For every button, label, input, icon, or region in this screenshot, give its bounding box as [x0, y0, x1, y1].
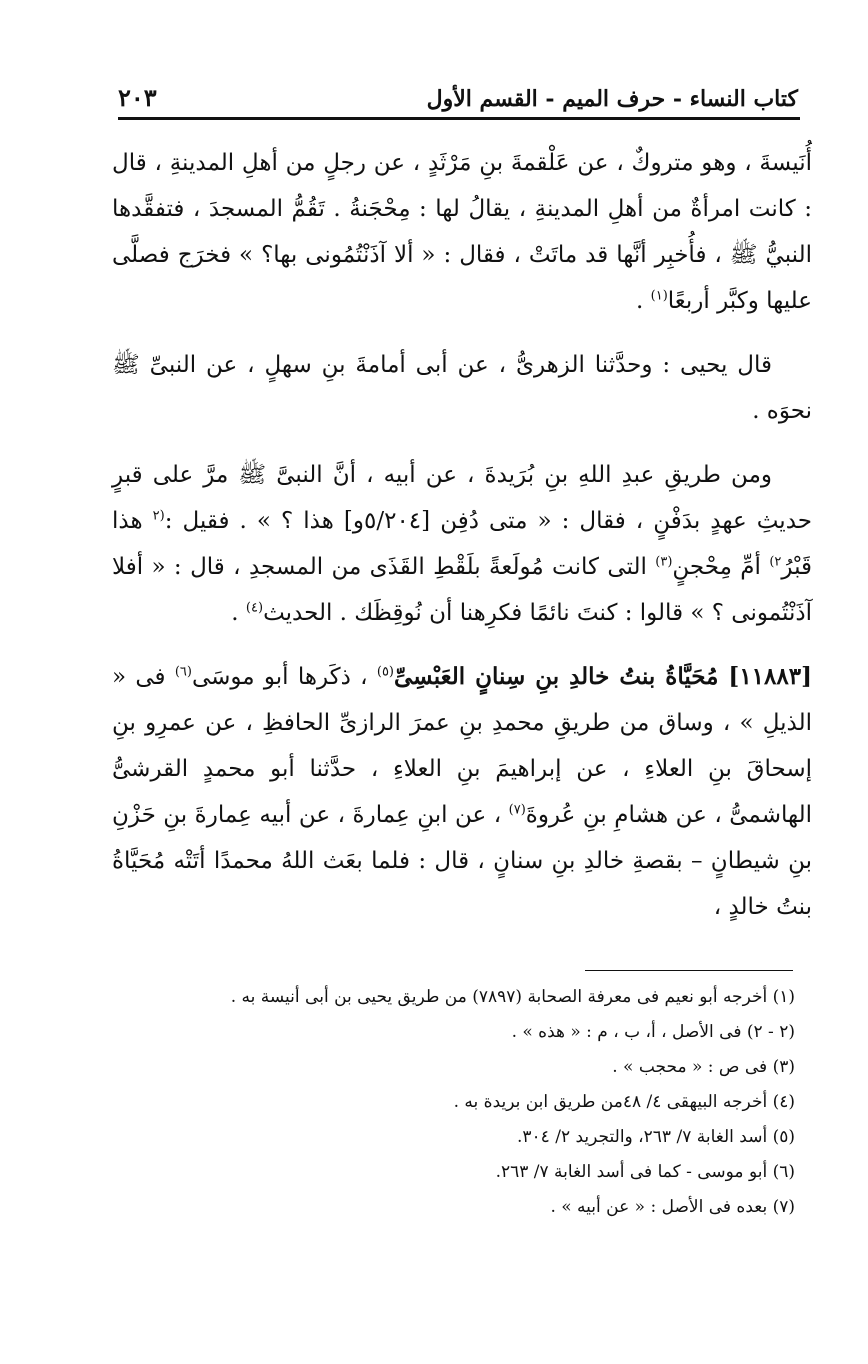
paragraph-4-text-c: ، عن ابنِ عِمارةَ ، عن أبيه عِمارةَ بنِ حَزْنِ بنِ شيطانٍ – بقصةِ خالدِ بنِ سنانٍ ، قال : فلما بعَث اللهُ محمدًا أتَتْه مُحَيَّاةُ بنتُ خالدٍ ،	[112, 802, 812, 920]
footnote-ref-2-start: (٢	[152, 508, 165, 524]
paragraph-1	[112, 140, 812, 324]
main-text	[112, 140, 812, 948]
paragraph-3-text-c: أمِّ مِحْجنٍ	[672, 554, 770, 580]
footnote-ref-4: (٤)	[245, 600, 264, 616]
footnote-5: (٥) أسد الغابة ٧/ ٢٦٣، والتجريد ٢/ ٣٠٤.	[517, 1127, 795, 1147]
header-rule	[118, 117, 800, 120]
footnote-ref-5: (٥)	[376, 664, 394, 680]
paragraph-3-text-b: هذا قَبْرُ	[112, 508, 813, 580]
running-header	[118, 72, 798, 112]
paragraph-4-text-a: ، ذكَرها أبو موسَى	[191, 664, 377, 690]
footnote-2: (٢ - ٢) فى الأصل ، أ، ب ، م : « هذه » .	[511, 1022, 795, 1042]
footnote-7: (٧) بعده فى الأصل : « عن أبيه » .	[550, 1197, 795, 1217]
footnote-ref-1: (١)	[650, 288, 668, 304]
footnote-ref-2-end: ٢)	[769, 554, 782, 570]
paragraph-3-text-e: .	[231, 600, 246, 626]
paragraph-3-text-a: ومن طريقِ عبدِ اللهِ بنِ بُرَيدةَ ، عن أبيه ، أنَّ النبىَّ ﷺ مرَّ على قبرٍ حديثِ عهدٍ بدَفْنٍ ، فقال : « متى دُفِن [٥/٢٠٤و] هذا ؟ » . فقيل :	[112, 462, 812, 534]
page-number: ٢٠٣	[118, 83, 157, 112]
paragraph-3	[112, 452, 812, 636]
paragraph-4-text-b: فى « الذيلِ » ، وساق من طريقِ محمدِ بنِ عمرَ الرازىِّ الحافظِ ، عن عمرِو بنِ إسحاقَ بنِ العلاءِ ، عن إبراهيمَ بنِ العلاءِ ، حدَّثنا أبو محمدٍ القرشىُّ الهاشمىُّ ، عن هشامِ بنِ عُروةَ	[112, 664, 812, 828]
header-title: كتاب النساء - حرف الميم - القسم الأول	[426, 86, 798, 112]
footnote-3: (٣) فى ص : « محجب » .	[612, 1057, 795, 1077]
paragraph-1-text: أُنَيسةَ ، وهو متروكٌ ، عن عَلْقمةَ بنِ مَرْثَدٍ ، عن رجلٍ من أهلِ المدينةِ ، قال : كانت امرأةٌ من أهلِ المدينةِ ، يقالُ لها : مِحْجَنةُ . تَقُمُّ المسجدَ ، فتفقَّدها النبيُّ ﷺ ، فأُخبِر أنَّها قد ماتَتْ ، فقال : « ألا آذَنْتُمُونى بها؟ » فخرَج فصلَّى عليها وكبَّر أربعًا	[112, 150, 812, 314]
paragraph-2	[112, 342, 812, 434]
footnote-ref-7: (٧)	[508, 802, 526, 818]
footnotes	[180, 980, 795, 1225]
footnote-4: (٤) أخرجه البيهقى ٤/ ٤٨من طريق ابن بريدة به .	[453, 1092, 795, 1112]
footnote-6: (٦) أبو موسى - كما فى أسد الغابة ٧/ ٢٦٣.	[495, 1162, 795, 1182]
footnote-ref-3: (٣)	[655, 554, 673, 570]
entry-heading: [١١٨٨٣] مُحَيَّاةُ بنتُ خالدِ بنِ سِنانٍ العَبْسِىِّ	[394, 663, 812, 690]
footnote-separator	[585, 970, 793, 971]
paragraph-3-text-d: التى كانت مُولَعةً بلَقْطِ القَذَى من المسجدِ ، قال : « أفلا آذَنْتُمونى ؟ » قالوا : كنتَ نائمًا فكرِهنا أن نُوقِظَك . الحديث	[112, 554, 812, 626]
paragraph-4	[112, 654, 812, 930]
footnote-ref-6: (٦)	[174, 664, 192, 680]
footnote-1: (١) أخرجه أبو نعيم فى معرفة الصحابة (٧٨٩٧) من طريق يحيى بن أبى أنيسة به .	[230, 987, 795, 1007]
paragraph-1-end: .	[636, 288, 651, 314]
paragraph-2-text: قال يحيى : وحدَّثنا الزهرىُّ ، عن أبى أمامةَ بنِ سهلٍ ، عن النبىِّ ﷺ نحوَه .	[112, 352, 812, 424]
